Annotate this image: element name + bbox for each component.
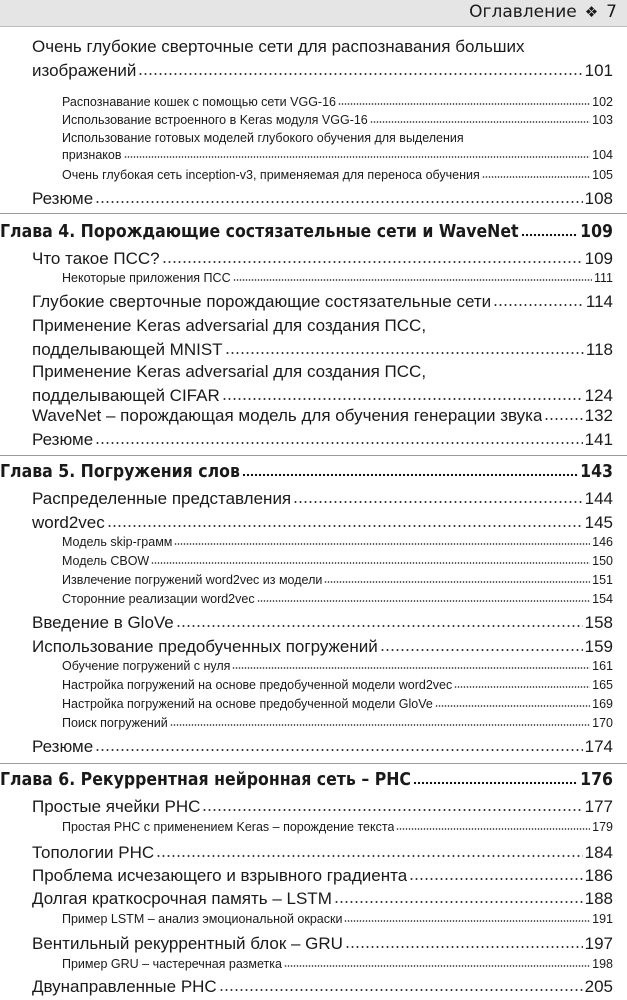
toc-entry — [0, 843, 627, 863]
toc-subentry — [0, 678, 627, 692]
toc-subentry — [0, 697, 627, 711]
running-header — [0, 0, 627, 27]
toc-subentry — [0, 820, 627, 834]
toc-entry-title-line2: признаков — [62, 148, 122, 162]
dot-leader — [482, 175, 590, 179]
toc-entry-title: Вентильный рекуррентный блок – GRU — [32, 934, 343, 953]
toc-entry-title: Проблема исчезающего и взрывного градиента — [32, 866, 408, 885]
dot-leader — [95, 441, 582, 445]
header-ornament-icon: ❖ — [584, 3, 599, 21]
dot-leader — [174, 542, 590, 546]
toc-entry-page: 104 — [592, 148, 613, 162]
toc-entry-title: Долгая краткосрочная память – LSTM — [32, 889, 332, 908]
toc-entry — [0, 934, 627, 954]
toc-entry — [0, 489, 627, 509]
dot-leader — [396, 827, 590, 831]
toc-subentry — [0, 957, 627, 971]
toc-entry — [0, 292, 627, 312]
toc-entry-title: Резюме — [32, 189, 94, 208]
dot-leader — [222, 397, 583, 401]
toc-entry-title: Извлечение погружений word2vec из модели — [62, 573, 323, 587]
dot-leader — [257, 599, 591, 603]
toc-subentry — [0, 912, 627, 926]
toc-chapter-heading — [0, 222, 627, 242]
toc-entry-page: 108 — [584, 189, 613, 208]
toc-entry-title: Некоторые приложения ПСС — [62, 271, 231, 285]
dot-leader — [334, 900, 583, 904]
section-divider — [0, 455, 627, 456]
toc-entry-title: Простая РНС с применением Keras – порождение текста — [62, 820, 395, 834]
toc-entry-page: 205 — [584, 977, 613, 996]
dot-leader — [338, 102, 590, 106]
toc-subentry — [0, 131, 627, 162]
dot-leader — [151, 561, 590, 565]
dot-leader — [138, 72, 582, 76]
toc-entry-title: Пример GRU – частеречная разметка — [62, 957, 282, 971]
toc-entry — [0, 362, 627, 406]
toc-entry — [0, 430, 627, 450]
toc-entry-title: Поиск погружений — [62, 716, 168, 730]
dot-leader — [521, 233, 579, 237]
dot-leader — [409, 877, 582, 881]
dot-leader — [454, 685, 590, 689]
toc-entry — [0, 316, 627, 360]
toc-entry-page: 114 — [585, 292, 613, 311]
dot-leader — [219, 988, 583, 992]
section-divider — [0, 763, 627, 764]
toc-entry-page: 145 — [584, 513, 613, 532]
toc-entry — [0, 406, 627, 426]
section-divider — [0, 213, 627, 214]
toc-entry-title: Простые ячейки РНС — [32, 797, 201, 816]
dot-leader — [202, 808, 582, 812]
toc-entry-page: 177 — [584, 797, 613, 816]
toc-subentry — [0, 573, 627, 587]
dot-leader — [95, 200, 582, 204]
toc-entry-title-line2: изображений — [32, 61, 137, 80]
toc-subentry — [0, 95, 627, 109]
toc-chapter-heading — [0, 462, 627, 482]
toc-entry-page: 144 — [584, 489, 613, 508]
toc-subentry — [0, 592, 627, 606]
toc-entry-page: 188 — [584, 889, 613, 908]
toc-entry — [0, 249, 627, 269]
toc-subentry — [0, 716, 627, 730]
dot-leader — [344, 919, 590, 923]
toc-subentry — [0, 535, 627, 549]
toc-entry — [0, 889, 627, 909]
toc-subentry — [0, 659, 627, 673]
toc-entry-title: Введение в GloVe — [32, 613, 174, 632]
dot-leader — [95, 748, 582, 752]
toc-entry — [0, 866, 627, 886]
toc-entry — [0, 37, 627, 81]
toc-entry — [0, 737, 627, 757]
dot-leader — [413, 781, 578, 785]
toc-entry-page: 198 — [592, 957, 613, 971]
dot-leader — [493, 303, 584, 307]
toc-entry-page: 169 — [592, 697, 613, 711]
toc-entry-title: Распознавание кошек с помощью сети VGG-16 — [62, 95, 336, 109]
dot-leader — [284, 964, 590, 968]
toc-entry-page: 124 — [584, 386, 613, 405]
chapter-title: Глава 5. Погружения слов — [0, 462, 240, 482]
toc-entry-title: Модель CBOW — [62, 554, 150, 568]
toc-entry-page: 150 — [592, 554, 613, 568]
toc-entry-page: 103 — [592, 113, 613, 127]
toc-entry-title-line2: подделывающей CIFAR — [32, 386, 220, 405]
toc-entry-page: 191 — [592, 912, 613, 926]
toc-entry-title: Настройка погружений на основе предобученной модели GloVe — [62, 697, 433, 711]
toc-entry-title: Очень глубокая сеть inception-v3, применяемая для переноса обучения — [62, 168, 480, 182]
dot-leader — [156, 854, 582, 858]
toc-entry-title: word2vec — [32, 513, 105, 532]
toc-entry-page: 146 — [592, 535, 613, 549]
toc-chapter-heading — [0, 770, 627, 790]
toc-subentry — [0, 168, 627, 182]
dot-leader — [380, 648, 583, 652]
toc-entry-title-line1: Очень глубокие сверточные сети для распознавания больших — [32, 37, 525, 56]
toc-entry-page: 165 — [592, 678, 613, 692]
chapter-page: 176 — [580, 770, 613, 790]
toc-entry-title: Сторонние реализации word2vec — [62, 592, 255, 606]
toc-entry-title-line1: Применение Keras adversarial для создания ПСС, — [32, 316, 427, 335]
chapter-title: Глава 6. Рекуррентная нейронная сеть – РНС — [0, 770, 411, 790]
toc-entry-title: Распределенные представления — [32, 489, 292, 508]
toc-entry-page: 184 — [584, 843, 613, 862]
toc-entry-title: Обучение погружений с нуля — [62, 659, 231, 673]
header-section: Оглавление — [469, 2, 577, 22]
header-text — [469, 2, 617, 22]
toc-entry — [0, 189, 627, 209]
toc-entry — [0, 797, 627, 817]
toc-entry-page: 186 — [584, 866, 613, 885]
header-page-number: 7 — [606, 2, 617, 22]
chapter-title: Глава 4. Порождающие состязательные сети и WaveNet — [0, 222, 519, 242]
toc-entry-title-line1: Применение Keras adversarial для создания ПСС, — [32, 362, 427, 381]
toc-entry-title: WaveNet – порождающая модель для обучения генерации звука — [32, 406, 543, 425]
toc-entry-page: 159 — [584, 637, 613, 656]
toc-entry-page: 170 — [592, 716, 613, 730]
toc-subentry — [0, 113, 627, 127]
toc-entry-page: 102 — [592, 95, 613, 109]
dot-leader — [544, 417, 582, 421]
toc-entry-title: Глубокие сверточные порождающие состязательные сети — [32, 292, 492, 311]
toc-entry-title: Что такое ПСС? — [32, 249, 160, 268]
toc-entry — [0, 613, 627, 633]
dot-leader — [162, 260, 583, 264]
dot-leader — [176, 624, 583, 628]
toc-entry-page: 179 — [592, 820, 613, 834]
toc-entry-title: Резюме — [32, 737, 94, 756]
toc-entry-page: 105 — [592, 168, 613, 182]
toc-entry-title-line2: подделывающей MNIST — [32, 340, 223, 359]
chapter-page: 109 — [580, 222, 613, 242]
toc-entry-page: 132 — [584, 406, 613, 425]
toc-entry-page: 154 — [592, 592, 613, 606]
dot-leader — [324, 580, 590, 584]
toc-entry-page: 174 — [584, 737, 613, 756]
toc-entry-title: Двунаправленные РНС — [32, 977, 217, 996]
toc-entry-title: Модель skip-грамм — [62, 535, 173, 549]
dot-leader — [435, 704, 590, 708]
dot-leader — [370, 120, 590, 124]
toc-subentry — [0, 554, 627, 568]
toc-entry-title-line1: Использование готовых моделей глубокого обучения для выделения — [62, 131, 464, 145]
chapter-page: 143 — [580, 462, 613, 482]
toc-entry-page: 151 — [592, 573, 613, 587]
toc-subentry — [0, 271, 627, 285]
toc-entry-title: Резюме — [32, 430, 94, 449]
toc-entry-title: Настройка погружений на основе предобученной модели word2vec — [62, 678, 453, 692]
toc-entry — [0, 977, 627, 997]
toc-entry-title: Использование встроенного в Keras модуля VGG-16 — [62, 113, 368, 127]
dot-leader — [225, 351, 584, 355]
toc-entry-title: Пример LSTM – анализ эмоциональной окраски — [62, 912, 343, 926]
toc-entry-page: 118 — [585, 340, 613, 359]
toc-entry-title: Топологии РНС — [32, 843, 155, 862]
toc-entry — [0, 513, 627, 533]
dot-leader — [345, 945, 583, 949]
toc-entry-page: 111 — [593, 271, 613, 285]
dot-leader — [107, 524, 583, 528]
toc-entry-page: 161 — [592, 659, 613, 673]
dot-leader — [232, 666, 590, 670]
toc-entry-page: 141 — [584, 430, 613, 449]
toc-entry-page: 158 — [584, 613, 613, 632]
dot-leader — [242, 473, 578, 477]
dot-leader — [293, 500, 582, 504]
dot-leader — [124, 155, 591, 159]
toc-entry-page: 101 — [584, 61, 613, 80]
toc-entry-title: Использование предобученных погружений — [32, 637, 378, 656]
toc-entry — [0, 637, 627, 657]
toc-entry-page: 109 — [584, 249, 613, 268]
dot-leader — [170, 723, 590, 727]
dot-leader — [233, 278, 592, 282]
toc-entry-page: 197 — [584, 934, 613, 953]
